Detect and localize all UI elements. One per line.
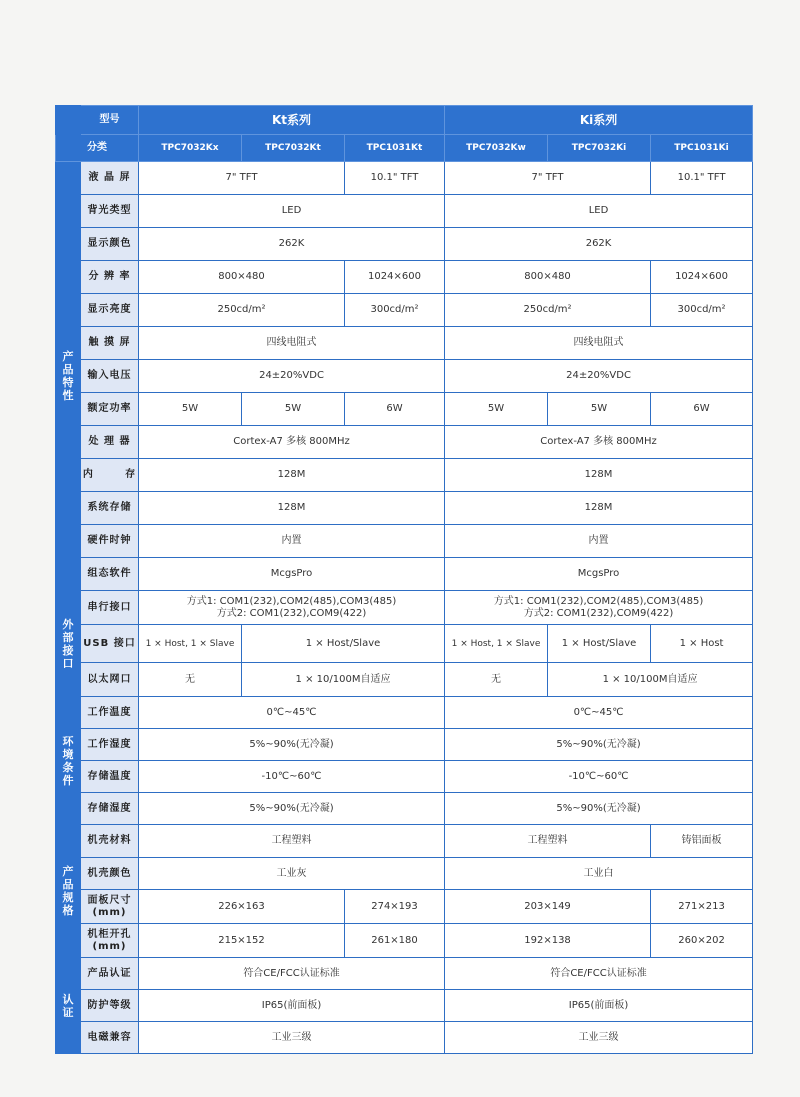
spec-row-lcd (56, 162, 753, 195)
row-label: 电磁兼容 (81, 1022, 139, 1054)
spec-value: 0℃~45℃ (445, 697, 753, 729)
model-header: TPC1031Kt (345, 135, 445, 162)
category-environment: 环境条件 (56, 697, 81, 825)
spec-value: McgsPro (445, 558, 753, 591)
row-label: 工作温度 (81, 697, 139, 729)
spec-value: 128M (139, 459, 445, 492)
spec-value: 800×480 (139, 261, 345, 294)
spec-value: 工程塑料 (445, 825, 651, 858)
spec-row-housing-material (56, 825, 753, 858)
spec-value: 内置 (139, 525, 445, 558)
category-product-specs: 产品规格 (56, 825, 81, 958)
spec-row-memory (56, 459, 753, 492)
spec-value: 工程塑料 (139, 825, 445, 858)
model-header: TPC7032Kw (445, 135, 548, 162)
spec-value-serial-ki (445, 591, 753, 625)
row-label: 液 晶 屏 (81, 162, 139, 195)
spec-table (55, 105, 753, 1054)
spec-value: 5%~90%(无冷凝) (445, 729, 753, 761)
spec-row-storage-humidity (56, 793, 753, 825)
row-label: 串行接口 (81, 591, 139, 625)
header-row-models (56, 135, 753, 162)
row-label: 机柜开孔 (87, 928, 132, 940)
spec-value: IP65(前面板) (445, 990, 753, 1022)
spec-value: 271×213 (651, 890, 753, 924)
spec-row-panel-size (56, 890, 753, 924)
spec-value: 5%~90%(无冷凝) (445, 793, 753, 825)
spec-value: 无 (445, 663, 548, 697)
spec-value: 300cd/m² (345, 294, 445, 327)
row-label: 面板尺寸 (87, 894, 132, 906)
spec-value: 1 × 10/100M自适应 (548, 663, 753, 697)
spec-row-touch (56, 327, 753, 360)
spec-value: 工业三级 (139, 1022, 445, 1054)
spec-row-emc (56, 1022, 753, 1054)
spec-value: 内置 (445, 525, 753, 558)
spec-value: 226×163 (139, 890, 345, 924)
serial-mode-2: 方式2: COM1(232),COM9(422) (523, 607, 674, 619)
spec-value: 符合CE/FCC认证标准 (139, 958, 445, 990)
row-label: 输入电压 (81, 360, 139, 393)
row-label: 额定功率 (81, 393, 139, 426)
spec-value: -10℃~60℃ (445, 761, 753, 793)
spec-value: IP65(前面板) (139, 990, 445, 1022)
spec-value: 260×202 (651, 924, 753, 958)
spec-value: 215×152 (139, 924, 345, 958)
row-label: 内 存 (81, 459, 139, 492)
row-label: USB 接口 (81, 625, 139, 663)
spec-value: 6W (345, 393, 445, 426)
category-product-features: 产品特性 (56, 162, 81, 591)
spec-value: 300cd/m² (651, 294, 753, 327)
header-corner (56, 106, 81, 135)
spec-row-voltage (56, 360, 753, 393)
spec-value: 261×180 (345, 924, 445, 958)
spec-value: 128M (139, 492, 445, 525)
spec-row-backlight (56, 195, 753, 228)
spec-value: LED (445, 195, 753, 228)
spec-row-cpu (56, 426, 753, 459)
spec-row-work-humidity (56, 729, 753, 761)
spec-value: 7" TFT (139, 162, 345, 195)
spec-value: 5W (548, 393, 651, 426)
row-label: 处 理 器 (81, 426, 139, 459)
category-external-interfaces: 外部接口 (56, 591, 81, 697)
row-label: 系统存储 (81, 492, 139, 525)
row-label: 组态软件 (81, 558, 139, 591)
row-label-panel-size (81, 890, 139, 924)
spec-row-work-temp (56, 697, 753, 729)
spec-value: Cortex-A7 多核 800MHz (445, 426, 753, 459)
spec-value: 262K (139, 228, 445, 261)
row-label: 产品认证 (81, 958, 139, 990)
model-header: TPC7032Kx (139, 135, 242, 162)
spec-value: 无 (139, 663, 242, 697)
spec-row-ethernet (56, 663, 753, 697)
spec-value: 5%~90%(无冷凝) (139, 729, 445, 761)
serial-mode-1: 方式1: COM1(232),COM2(485),COM3(485) (493, 595, 704, 607)
serial-mode-2: 方式2: COM1(232),COM9(422) (216, 607, 367, 619)
row-label: 显示亮度 (81, 294, 139, 327)
spec-row-serial (56, 591, 753, 625)
spec-value: 800×480 (445, 261, 651, 294)
spec-value: 符合CE/FCC认证标准 (445, 958, 753, 990)
spec-row-brightness (56, 294, 753, 327)
model-header: TPC7032Ki (548, 135, 651, 162)
spec-value: 0℃~45℃ (139, 697, 445, 729)
row-label-unit: (mm) (92, 906, 127, 918)
spec-value: 工业灰 (139, 858, 445, 890)
spec-row-usb (56, 625, 753, 663)
spec-value: 24±20%VDC (445, 360, 753, 393)
row-label-cutout (81, 924, 139, 958)
spec-value: 1 × Host/Slave (242, 625, 445, 663)
row-label: 背光类型 (81, 195, 139, 228)
spec-row-software (56, 558, 753, 591)
spec-row-rtc (56, 525, 753, 558)
spec-value: 203×149 (445, 890, 651, 924)
spec-row-cert (56, 958, 753, 990)
ki-series-header: Ki系列 (445, 106, 753, 135)
row-label: 以太网口 (81, 663, 139, 697)
spec-value: 128M (445, 459, 753, 492)
spec-row-cutout (56, 924, 753, 958)
row-label: 分 辨 率 (81, 261, 139, 294)
model-header-label: 型号 (81, 106, 139, 135)
spec-value: 1024×600 (651, 261, 753, 294)
spec-value: McgsPro (139, 558, 445, 591)
spec-value: LED (139, 195, 445, 228)
spec-row-protection (56, 990, 753, 1022)
spec-value: 1 × 10/100M自适应 (242, 663, 445, 697)
row-label: 显示颜色 (81, 228, 139, 261)
serial-mode-1: 方式1: COM1(232),COM2(485),COM3(485) (186, 595, 397, 607)
spec-value: 1 × Host/Slave (548, 625, 651, 663)
spec-value: 274×193 (345, 890, 445, 924)
spec-row-resolution (56, 261, 753, 294)
spec-row-storage-temp (56, 761, 753, 793)
spec-value: 1024×600 (345, 261, 445, 294)
spec-value: 1 × Host, 1 × Slave (445, 625, 548, 663)
category-header-label: 分类 (56, 135, 139, 162)
spec-value: 10.1" TFT (345, 162, 445, 195)
header-row-series (56, 106, 753, 135)
spec-value: 5W (139, 393, 242, 426)
row-label: 机壳颜色 (81, 858, 139, 890)
spec-value: -10℃~60℃ (139, 761, 445, 793)
row-label: 存储湿度 (81, 793, 139, 825)
spec-value: 5%~90%(无冷凝) (139, 793, 445, 825)
spec-row-colors (56, 228, 753, 261)
kt-series-header: Kt系列 (139, 106, 445, 135)
category-certification: 认证 (56, 958, 81, 1054)
spec-value: 1 × Host (651, 625, 753, 663)
spec-value: 262K (445, 228, 753, 261)
spec-row-power (56, 393, 753, 426)
spec-value: 5W (445, 393, 548, 426)
spec-value: Cortex-A7 多核 800MHz (139, 426, 445, 459)
row-label: 存储温度 (81, 761, 139, 793)
spec-value: 128M (445, 492, 753, 525)
row-label: 机壳材料 (81, 825, 139, 858)
spec-value: 6W (651, 393, 753, 426)
spec-value: 铸铝面板 (651, 825, 753, 858)
spec-value: 250cd/m² (445, 294, 651, 327)
spec-value: 7" TFT (445, 162, 651, 195)
spec-value: 10.1" TFT (651, 162, 753, 195)
spec-value: 工业白 (445, 858, 753, 890)
spec-value: 工业三级 (445, 1022, 753, 1054)
spec-value: 四线电阻式 (139, 327, 445, 360)
spec-value: 192×138 (445, 924, 651, 958)
spec-value: 四线电阻式 (445, 327, 753, 360)
row-label: 工作湿度 (81, 729, 139, 761)
spec-value: 1 × Host, 1 × Slave (139, 625, 242, 663)
spec-value: 24±20%VDC (139, 360, 445, 393)
spec-row-storage (56, 492, 753, 525)
row-label: 触 摸 屏 (81, 327, 139, 360)
model-header: TPC1031Ki (651, 135, 753, 162)
model-header: TPC7032Kt (242, 135, 345, 162)
row-label: 硬件时钟 (81, 525, 139, 558)
row-label: 防护等级 (81, 990, 139, 1022)
spec-value: 5W (242, 393, 345, 426)
row-label-unit: (mm) (92, 940, 127, 952)
spec-value: 250cd/m² (139, 294, 345, 327)
spec-row-housing-color (56, 858, 753, 890)
spec-value-serial-kt (139, 591, 445, 625)
